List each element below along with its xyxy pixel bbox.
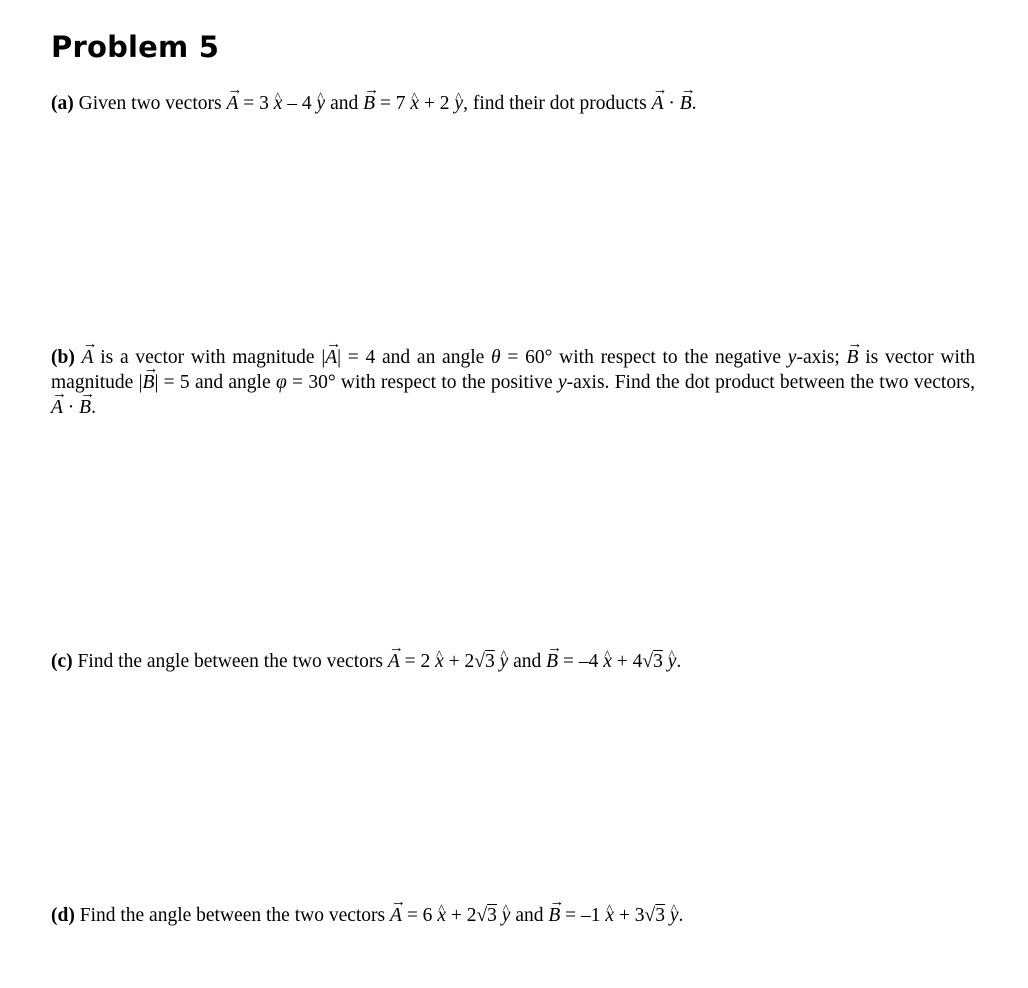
problem-text: -axis. Find the dot product between the two vectors, xyxy=(566,372,976,393)
math-text: = 6 xyxy=(406,905,433,926)
problem-text: | = 4 and an angle xyxy=(337,347,485,368)
vector-symbol: B → xyxy=(143,370,155,395)
page-title: Problem 5 xyxy=(51,30,220,64)
math-text: . xyxy=(91,397,96,418)
problem-text: Find the angle between the two vectors xyxy=(77,651,383,672)
math-text: = 2 xyxy=(404,651,431,672)
problem-part-a xyxy=(51,91,975,116)
problem-text: and xyxy=(513,651,542,672)
math-text: + 2 xyxy=(423,93,450,114)
problem-text: | = 5 and angle xyxy=(154,372,271,393)
math-text: . xyxy=(678,905,684,926)
math-text: = 7 xyxy=(379,93,406,114)
unit-vector-symbol: x ^ xyxy=(435,649,444,674)
unit-vector-symbol: x ^ xyxy=(605,903,614,928)
part-label: (a) xyxy=(51,93,74,114)
vector-symbol: A → xyxy=(51,395,63,420)
unit-vector-symbol: x ^ xyxy=(274,91,283,116)
unit-vector-symbol: y ^ xyxy=(317,91,326,116)
part-label: (c) xyxy=(51,651,73,672)
vector-symbol: A → xyxy=(390,903,402,928)
problem-text: and xyxy=(330,93,359,114)
radicand: 3 xyxy=(487,905,497,926)
math-text: + 4√ xyxy=(616,651,654,672)
unit-vector-symbol: y ^ xyxy=(454,91,463,116)
vector-symbol: B → xyxy=(546,649,558,674)
problem-text: is vector with magnitude | xyxy=(51,347,976,393)
math-text: + 3√ xyxy=(618,905,656,926)
unit-vector-symbol: x ^ xyxy=(437,903,446,928)
math-text: = –1 xyxy=(565,905,601,926)
math-text: . xyxy=(676,651,682,672)
part-label: (b) xyxy=(51,347,75,368)
math-symbol: y xyxy=(787,347,797,368)
unit-vector-symbol: y ^ xyxy=(670,903,679,928)
vector-symbol: B → xyxy=(548,903,560,928)
vector-symbol: A → xyxy=(82,345,94,370)
radicand: 3 xyxy=(655,905,666,926)
part-label: (d) xyxy=(51,905,75,926)
vector-symbol: B → xyxy=(680,91,692,116)
math-symbol: y xyxy=(557,372,567,393)
unit-vector-symbol: x ^ xyxy=(410,91,419,116)
vector-symbol: B → xyxy=(363,91,375,116)
math-text: . xyxy=(691,93,697,114)
math-text: · xyxy=(67,397,75,418)
math-text: + 2√ xyxy=(448,651,485,672)
math-text: = –4 xyxy=(562,651,599,672)
vector-symbol: A → xyxy=(226,91,238,116)
unit-vector-symbol: y ^ xyxy=(668,649,677,674)
vector-symbol: A → xyxy=(652,91,664,116)
vector-symbol: B → xyxy=(847,345,859,370)
unit-vector-symbol: y ^ xyxy=(500,649,509,674)
math-text: – 4 xyxy=(287,93,312,114)
problem-text: , find their dot products xyxy=(463,93,647,114)
vector-symbol: A → xyxy=(325,345,337,370)
problem-part-c xyxy=(51,649,975,674)
problem-text: is a vector with magnitude | xyxy=(100,347,326,368)
problem-part-d xyxy=(51,903,975,928)
math-text: + 2√ xyxy=(450,905,488,926)
problem-text: -axis; xyxy=(796,347,840,368)
vector-symbol: B → xyxy=(79,395,91,420)
math-text: = 3 xyxy=(243,93,269,114)
unit-vector-symbol: x ^ xyxy=(603,649,612,674)
radicand: 3 xyxy=(653,651,663,672)
radicand: 3 xyxy=(484,651,495,672)
problem-part-b xyxy=(51,345,975,420)
problem-text: = 60° with respect to the negative xyxy=(507,347,782,368)
math-text: · xyxy=(668,93,675,114)
unit-vector-symbol: y ^ xyxy=(502,903,511,928)
problem-text: Find the angle between the two vectors xyxy=(79,905,386,926)
vector-symbol: A → xyxy=(388,649,400,674)
math-symbol: φ xyxy=(275,372,287,393)
math-symbol: θ xyxy=(491,347,501,368)
problem-text: Given two vectors xyxy=(78,93,222,114)
problem-text: = 30° with respect to the positive xyxy=(292,372,553,393)
problem-text: and xyxy=(515,905,544,926)
